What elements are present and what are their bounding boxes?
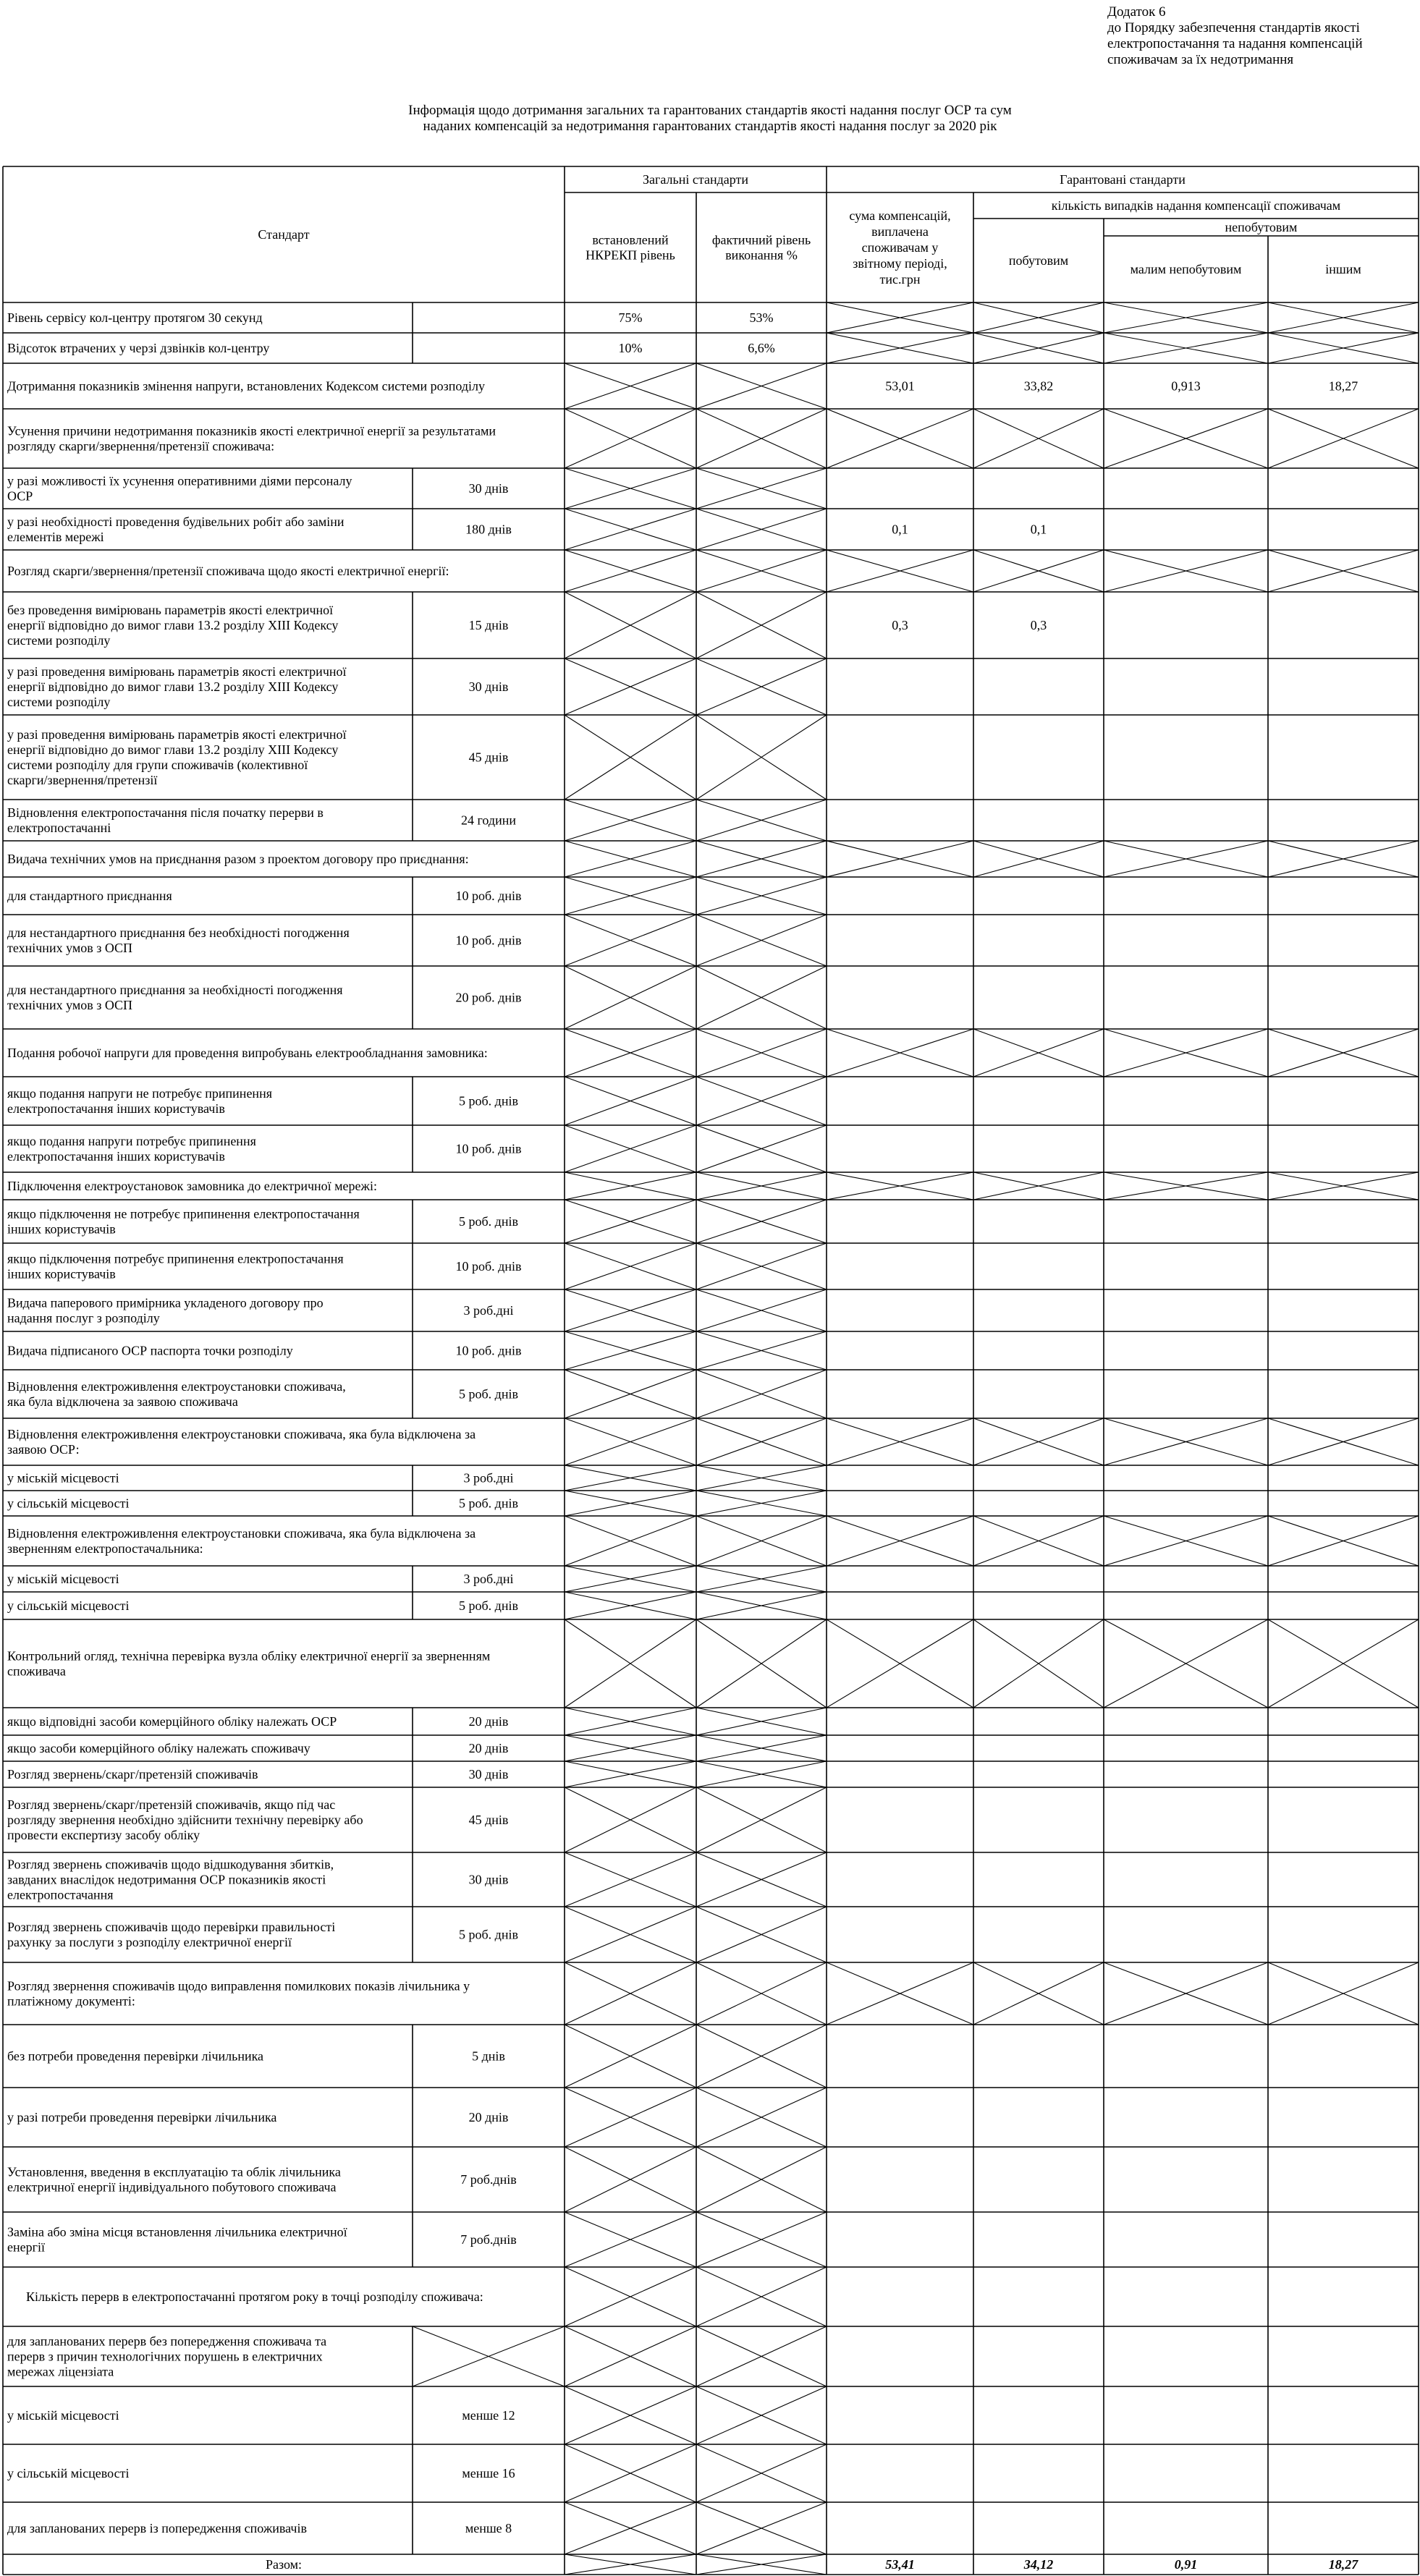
row-42-term: 7 роб.днів	[460, 2232, 517, 2247]
row-35-term: 45 днів	[468, 1813, 509, 1827]
row-20-term: 5 роб. днів	[459, 1214, 518, 1229]
row-6-label-line-1: у разі необхідності проведення будівельних робіт або заміни	[7, 514, 345, 529]
row-29-term: 3 роб.дні	[463, 1572, 514, 1586]
row-45-label-line-1: у міській місцевості	[7, 2408, 119, 2423]
header-cases-count: кількість випадків надання компенсації споживачам	[1051, 198, 1341, 213]
total-other-cases: 18,27	[1328, 2557, 1358, 2572]
total-compensation-sum: 53,41	[885, 2557, 915, 2572]
total-label: Разом:	[265, 2557, 303, 2572]
row-3-label-line-1: Дотримання показників змінення напруги, встановлених Кодексом системи розподілу	[7, 378, 486, 394]
row-2-set-level: 10%	[618, 341, 643, 355]
row-30-label-line-1: у сільській місцевості	[7, 1598, 130, 1613]
row-8-label-line-1: без проведення вимірювань параметрів якості електричної	[7, 603, 334, 617]
row-27-label-line-1: у сільській місцевості	[7, 1496, 130, 1511]
row-8-label-line-2: енергії відповідно до вимог глави 13.2 розділу XIII Кодексу	[7, 618, 339, 632]
row-36-label-line-3: електропостачання	[7, 1887, 114, 1902]
header-actual-level-line-1: фактичний рівень	[711, 232, 811, 247]
row-14-label-line-2: технічних умов з ОСП	[7, 941, 133, 955]
total-household-cases: 34,12	[1023, 2557, 1054, 2572]
row-23-term: 10 роб. днів	[455, 1343, 522, 1358]
row-24-label-line-2: яка була відключена за заявою споживача	[7, 1394, 238, 1409]
header-compensation-sum-line-5: тис.грн	[879, 272, 921, 287]
row-38-label-line-1: Розгляд звернення споживачів щодо виправлення помилкових показів лічильника у	[7, 1978, 470, 1994]
row-10-label-line-4: скарги/звернення/претензії	[7, 773, 158, 787]
row-8-household-cases: 0,3	[1030, 618, 1047, 632]
row-38-label-line-2: платіжному документі:	[7, 1994, 135, 2009]
row-14-label-line-1: для нестандартного приєднання без необхідності погодження	[7, 925, 350, 940]
row-28-label-line-2: зверненням електропостачальника:	[7, 1541, 203, 1556]
row-10-label-line-2: енергії відповідно до вимог глави 13.2 розділу XIII Кодексу	[7, 742, 339, 757]
row-6-label-line-2: елементів мережі	[7, 530, 104, 544]
row-2-label-line-1: Відсоток втрачених у черзі дзвінків кол-центру	[7, 341, 270, 355]
row-33-term: 20 днів	[468, 1741, 509, 1755]
row-26-term: 3 роб.дні	[463, 1470, 514, 1486]
header-compensation-sum-line-3: споживачам у	[861, 240, 939, 255]
row-22-label-line-1: Видача паперового примірника укладеного договору про	[7, 1295, 324, 1310]
row-23-label-line-1: Видача підписаного ОСР паспорта точки розподілу	[7, 1343, 293, 1358]
row-36-label-line-2: завданих внаслідок недотримання ОСР показників якості	[7, 1872, 326, 1887]
row-44-label-line-2: перерв з причин технологічних порушень в електричних	[7, 2349, 323, 2364]
row-6-compensation-sum: 0,1	[892, 522, 908, 537]
row-31-label-line-1: Контрольний огляд, технічна перевірка вузла обліку електричної енергії за зверненням	[7, 1648, 491, 1664]
row-20-label-line-1: якщо підключення не потребує припинення електропостачання	[7, 1206, 360, 1221]
total-small-non-household-cases: 0,91	[1174, 2557, 1198, 2572]
row-5-label-line-1: у разі можливості їх усунення оперативними діями персоналу	[7, 473, 352, 488]
header-set-level-line-2: НКРЕКП рівень	[586, 247, 675, 263]
row-39-term: 5 днів	[472, 2048, 505, 2064]
row-11-label-line-1: Відновлення електропостачання після початку перерви в	[7, 805, 324, 820]
row-40-label-line-1: у разі потреби проведення перевірки лічильника	[7, 2110, 277, 2124]
row-15-label-line-2: технічних умов з ОСП	[7, 998, 133, 1012]
row-27-term: 5 роб. днів	[459, 1496, 518, 1511]
row-35-label-line-2: розгляду звернення необхідно здійснити технічну перевірку або	[7, 1813, 363, 1827]
row-40-term: 20 днів	[468, 2110, 509, 2124]
row-8-term: 15 днів	[468, 618, 509, 632]
header-non-household: непобутовим	[1225, 220, 1298, 234]
row-37-label-line-2: рахунку за послуги з розподілу електричної енергії	[7, 1935, 292, 1949]
row-3-compensation-sum: 53,01	[885, 378, 915, 394]
row-37-label-line-1: Розгляд звернень споживачів щодо перевірки правильності	[7, 1920, 336, 1934]
row-4-label-line-1: Усунення причини недотримання показників якості електричної енергії за результатами	[7, 423, 496, 438]
row-21-label-line-1: якщо підключення потребує припинення електропостачання	[7, 1251, 344, 1266]
row-8-label-line-3: системи розподілу	[7, 633, 111, 648]
row-5-term: 30 днів	[468, 481, 509, 496]
row-2-actual-level: 6,6%	[748, 341, 775, 355]
row-16-label-line-1: Подання робочої напруги для проведення випробувань електрообладнання замовника:	[7, 1046, 488, 1060]
header-compensation-sum-line-1: сума компенсацій,	[849, 208, 951, 223]
header-compensation-sum-line-2: виплачена	[871, 224, 929, 239]
row-32-term: 20 днів	[468, 1714, 509, 1729]
row-35-label-line-3: провести експертизу засобу обліку	[7, 1828, 200, 1842]
row-45-term: менше 12	[462, 2408, 515, 2423]
row-41-term: 7 роб.днів	[460, 2172, 517, 2187]
appendix-note: Додаток 6 до Порядку забезпечення стандартів якості електропостачання та надання компенсацій споживачам за їх недотримання	[1107, 4, 1363, 67]
title-line-1: Інформація щодо дотримання загальних та гарантованих стандартів якості надання послуг ОСР та сум	[408, 103, 1012, 118]
row-43-label-line-1: Кількість перерв в електропостачанні протягом року в точці розподілу споживача:	[26, 2289, 483, 2304]
row-10-term: 45 днів	[468, 750, 509, 765]
row-11-term: 24 години	[461, 813, 516, 828]
row-17-label-line-1: якщо подання напруги не потребує припинення	[7, 1086, 272, 1101]
row-9-label-line-3: системи розподілу	[7, 695, 111, 709]
row-44-label-line-1: для запланованих перерв без попередження споживача та	[7, 2334, 327, 2349]
row-24-term: 5 роб. днів	[459, 1386, 518, 1402]
row-22-label-line-2: надання послуг з розподілу	[7, 1310, 160, 1326]
row-28-label-line-1: Відновлення електроживлення електроустановки споживача, яка була відключена за	[7, 1526, 476, 1541]
row-42-label-line-2: енергії	[7, 2240, 45, 2255]
row-36-label-line-1: Розгляд звернень споживачів щодо відшкодування збитків,	[7, 1857, 334, 1872]
row-17-label-line-2: електропостачання інших користувачів	[7, 1101, 225, 1116]
header-set-level-line-1: встановлений	[592, 232, 669, 247]
row-21-label-line-2: інших користувачів	[7, 1266, 116, 1281]
row-46-term: менше 16	[462, 2466, 515, 2480]
row-4-label-line-2: розгляду скарги/звернення/претензії споживача:	[7, 438, 275, 454]
row-33-label-line-1: якщо засоби комерційного обліку належать споживачу	[7, 1741, 310, 1755]
row-41-label-line-2: електричної енергії індивідуального побутового споживача	[7, 2179, 337, 2195]
row-18-label-line-1: якщо подання напруги потребує припинення	[7, 1134, 256, 1148]
row-13-label-line-1: для стандартного приєднання	[7, 889, 172, 903]
row-6-household-cases: 0,1	[1030, 522, 1047, 537]
header-other: іншим	[1325, 262, 1361, 276]
row-41-label-line-1: Установлення, введення в експлуатацію та облік лічильника	[7, 2164, 341, 2179]
row-30-term: 5 роб. днів	[459, 1598, 518, 1613]
row-6-term: 180 днів	[465, 522, 512, 537]
row-22-term: 3 роб.дні	[463, 1303, 514, 1318]
row-7-label-line-1: Розгляд скарги/звернення/претензії споживача щодо якості електричної енергії:	[7, 564, 449, 578]
row-20-label-line-2: інших користувачів	[7, 1221, 116, 1237]
row-3-small-non-household-cases: 0,913	[1171, 378, 1201, 394]
row-9-term: 30 днів	[468, 679, 509, 694]
row-10-label-line-1: у разі проведення вимірювань параметрів якості електричної	[7, 727, 347, 742]
row-29-label-line-1: у міській місцевості	[7, 1572, 119, 1586]
row-44-label-line-3: мережах ліцензіата	[7, 2364, 114, 2379]
row-13-term: 10 роб. днів	[455, 889, 522, 903]
header-household: побутовим	[1008, 253, 1069, 268]
row-47-term: менше 8	[465, 2521, 512, 2535]
row-1-label-line-1: Рівень сервісу кол-центру протягом 30 секунд	[7, 310, 263, 325]
row-3-other-cases: 18,27	[1328, 378, 1358, 394]
row-36-term: 30 днів	[468, 1872, 509, 1887]
row-8-compensation-sum: 0,3	[892, 618, 908, 632]
row-21-term: 10 роб. днів	[455, 1259, 522, 1274]
row-18-term: 10 роб. днів	[455, 1141, 522, 1156]
row-1-actual-level: 53%	[749, 310, 774, 325]
row-25-label-line-2: заявою ОСР:	[7, 1442, 80, 1457]
row-32-label-line-1: якщо відповідні засоби комерційного обліку належать ОСР	[7, 1714, 337, 1729]
row-19-label-line-1: Підключення електроустановок замовника до електричної мережі:	[7, 1179, 377, 1193]
row-11-label-line-2: електропостачанні	[7, 821, 111, 835]
row-1-set-level: 75%	[618, 310, 643, 325]
row-25-label-line-1: Відновлення електроживлення електроустановки споживача, яка була відключена за	[7, 1427, 476, 1441]
row-34-label-line-1: Розгляд звернень/скарг/претензій споживачів	[7, 1767, 258, 1781]
row-37-term: 5 роб. днів	[459, 1927, 518, 1942]
row-9-label-line-2: енергії відповідно до вимог глави 13.2 розділу XIII Кодексу	[7, 679, 339, 694]
header-small-non-household: малим непобутовим	[1130, 262, 1242, 276]
row-24-label-line-1: Відновлення електроживлення електроустановки споживача,	[7, 1379, 346, 1394]
row-14-term: 10 роб. днів	[455, 933, 522, 948]
row-15-label-line-1: для нестандартного приєднання за необхідності погодження	[7, 983, 343, 997]
row-10-label-line-3: системи розподілу для групи споживачів (колективної	[7, 758, 308, 772]
row-42-label-line-1: Заміна або зміна місця встановлення лічильника електричної	[7, 2224, 347, 2240]
header-guaranteed-standards: Гарантовані стандарти	[1060, 172, 1186, 187]
row-9-label-line-1: у разі проведення вимірювань параметрів якості електричної	[7, 664, 347, 679]
row-34-term: 30 днів	[468, 1767, 509, 1781]
row-26-label-line-1: у міській місцевості	[7, 1470, 119, 1486]
row-17-term: 5 роб. днів	[459, 1093, 518, 1109]
header-actual-level-line-2: виконання %	[725, 247, 798, 263]
title-line-2: наданих компенсацій за недотримання гарантованих стандартів якості надання послуг за 2020 рік	[423, 119, 997, 134]
header-compensation-sum-line-4: звітному періоді,	[853, 256, 947, 271]
row-35-label-line-1: Розгляд звернень/скарг/претензій споживачів, якщо під час	[7, 1797, 336, 1812]
header-standard: Стандарт	[258, 227, 310, 242]
header-general-standards: Загальні стандарти	[643, 172, 748, 187]
row-31-label-line-2: споживача	[7, 1664, 66, 1679]
row-3-household-cases: 33,82	[1023, 378, 1054, 394]
row-12-label-line-1: Видача технічних умов на приєднання разом з проектом договору про приєднання:	[7, 852, 469, 866]
row-5-label-line-2: ОСР	[7, 488, 33, 504]
row-46-label-line-1: у сільській місцевості	[7, 2466, 130, 2480]
row-39-label-line-1: без потреби проведення перевірки лічильника	[7, 2048, 264, 2064]
row-15-term: 20 роб. днів	[455, 990, 522, 1005]
row-18-label-line-2: електропостачання інших користувачів	[7, 1149, 225, 1164]
row-47-label-line-1: для запланованих перерв із попередження споживачів	[7, 2521, 307, 2535]
